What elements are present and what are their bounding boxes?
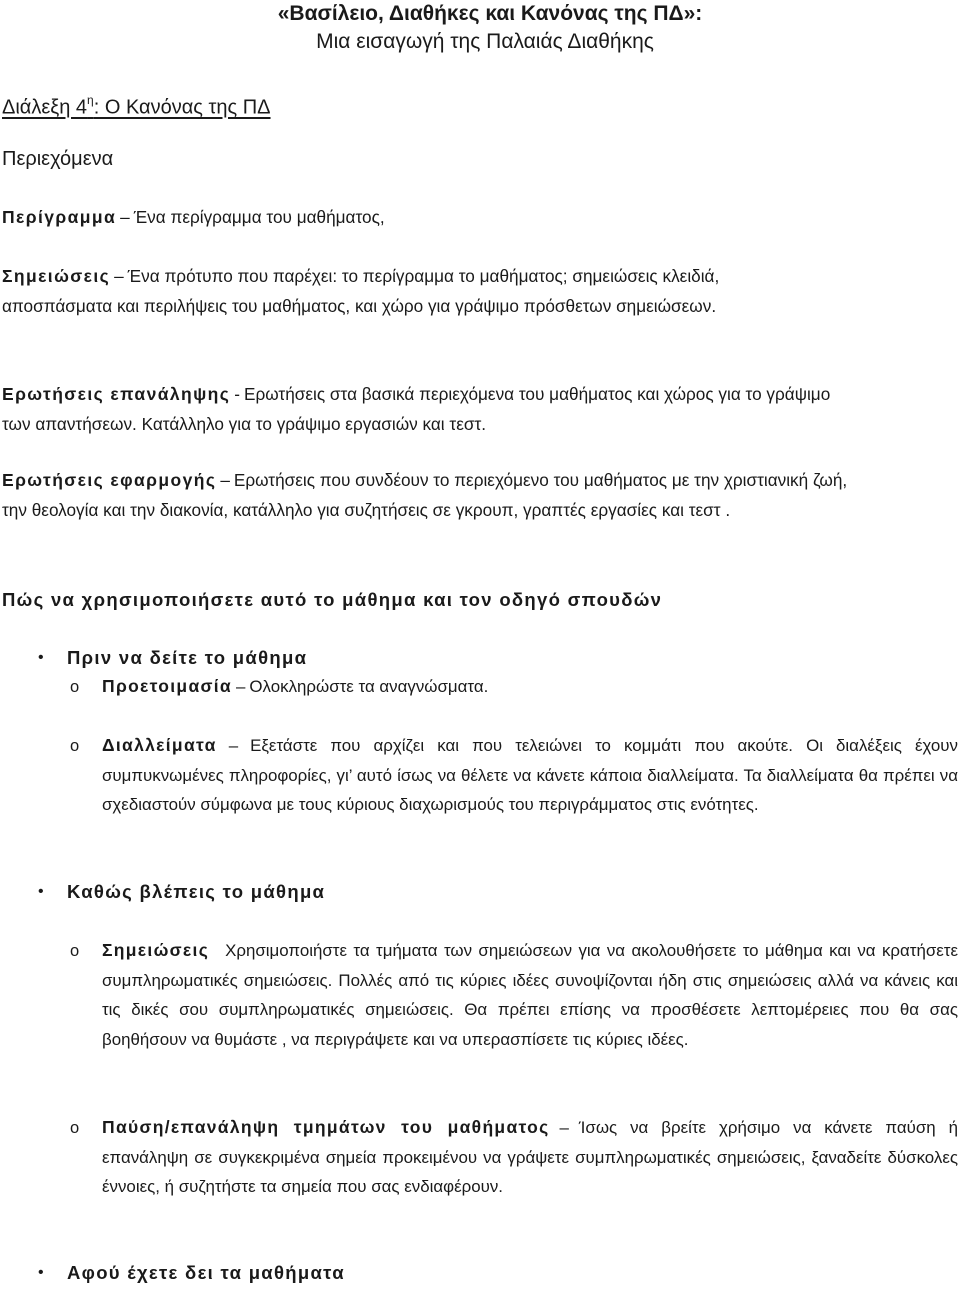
- bullet-before-lesson: Πριν να δείτε το μάθημα: [67, 647, 308, 668]
- bullet-after-watching: Αφού έχετε δει τα μαθήματα: [67, 1262, 345, 1283]
- sub-separator: –: [236, 677, 246, 696]
- sub-separator: –: [559, 1118, 569, 1137]
- section-text: Ένα περίγραμμα του μαθήματος,: [133, 207, 385, 227]
- sub-term: Διαλλείματα: [102, 735, 217, 755]
- sub-text: Ίσως να βρείτε χρήσιμο να κάνετε παύση ή επανάληψη σε συγκεκριμένα σημεία προκειμένου να γράψετε συμπληρωματικές σημειώσεις, ξαναδείτε δύσκολες έννοιες, ή συζητήστε τα σημεία που σας ενδιαφέρουν.: [102, 1118, 958, 1197]
- sub-text: Ολοκληρώστε τα αναγνώσματα.: [249, 677, 489, 696]
- section-separator: –: [220, 470, 230, 490]
- section-text: Ερωτήσεις που συνδέουν το περιεχόμενο του μαθήματος με την χριστιανική ζωή, την θεολογία και την διακονία, κατάλληλο για συζητήσεις σε γκρουπ, γραπτές εργασίες και τεστ .: [2, 470, 848, 520]
- section-application-questions: [2, 466, 872, 525]
- sub-item-breaks: [102, 731, 958, 820]
- section-separator: -: [234, 384, 240, 404]
- lecture-heading: [2, 88, 271, 122]
- sub-item-notes: [102, 936, 958, 1054]
- contents-label: Περιεχόμενα: [2, 148, 114, 170]
- sub-text: Χρησιμοποιήστε τα τμήματα των σημειώσεων για να ακολουθήσετε το μάθημα και να κρατήσετε συμπληρωματικές σημειώσεις. Πολλές από τις κύριες ιδέες συνοψίζονται ήδη στις σημειώσεις αλλά να κάνεις και τις δικές σου συμπληρωματικές σημειώσεις. Θα πρέπει επίσης να προσθέσετε λεπτομέρειες που θα σας βοηθήσουν να θυμάστε , να περιγράψετε και να υπερασπίσετε τις κύριες ιδέες.: [102, 941, 958, 1049]
- section-separator: –: [120, 207, 130, 227]
- section-term: Σημειώσεις: [2, 266, 111, 286]
- sub-marker: o: [70, 737, 80, 755]
- bullet-marker: •: [38, 1264, 44, 1281]
- section-term: Περίγραμμα: [2, 207, 117, 227]
- section-text: Ένα πρότυπο που παρέχει: το περίγραμμα το μαθήματος; σημειώσεις κλειδιά, αποσπάσματα και περιλήψεις του μαθήματος, και χώρο για γράψιμο πρόσθετων σημειώσεων.: [2, 266, 720, 316]
- bullet-marker: •: [38, 883, 44, 900]
- sub-marker: o: [70, 1119, 80, 1137]
- sub-term: Σημειώσεις: [102, 940, 210, 960]
- sub-item-preparation: [102, 672, 958, 702]
- sub-item-pause-repeat: [102, 1113, 958, 1202]
- sub-marker: o: [70, 942, 80, 960]
- sub-marker: o: [70, 678, 80, 696]
- section-text: Ερωτήσεις στα βασικά περιεχόμενα του μαθήματος και χώρος για το γράψιμο των απαντήσεων. Κατάλληλο για το γράψιμο εργασιών και τεστ.: [2, 384, 831, 434]
- section-notes: [2, 262, 802, 321]
- lecture-rest: : Ο Κανόνας της ΠΔ: [93, 96, 271, 119]
- lecture-prefix: Διάλεξη 4: [2, 96, 88, 119]
- section-separator: –: [114, 266, 124, 286]
- sub-term: Προετοιμασία: [102, 676, 232, 696]
- section-term: Ερωτήσεις εφαρμογής: [2, 470, 217, 490]
- bullet-while-watching: Καθώς βλέπεις το μάθημα: [67, 881, 326, 902]
- bullet-marker: •: [38, 649, 44, 666]
- sub-term: Παύση/επανάληψη τμημάτων του μαθήματος: [102, 1117, 550, 1137]
- sub-text: Εξετάστε που αρχίζει και που τελειώνει το κομμάτι που ακούτε. Οι διαλέξεις έχουν συμπυκνωμένες πληροφορίες, γι’ αυτό ίσως να θέλετε να κάνετε κάποια διαλλείματα. Τα διαλλείματα θα πρέπει να σχεδιαστούν σύμφωνα με τους κύριους διαχωρισμούς του περιγράμματος στις ενότητες.: [102, 736, 958, 815]
- section-review-questions: [2, 380, 832, 439]
- section-outline: [2, 203, 942, 233]
- title-line-2: Μια εισαγωγή της Παλαιάς Διαθήκης: [316, 30, 654, 53]
- sub-separator: –: [228, 736, 239, 755]
- lecture-superscript: η: [87, 93, 94, 107]
- section-term: Ερωτήσεις επανάληψης: [2, 384, 231, 404]
- document-title: [0, 0, 960, 56]
- title-line-1: «Βασίλειο, Διαθήκες και Κανόνας της ΠΔ»:: [277, 2, 703, 25]
- howto-heading: Πώς να χρησιμοποιήσετε αυτό το μάθημα και τον οδηγό σπουδών: [2, 589, 663, 610]
